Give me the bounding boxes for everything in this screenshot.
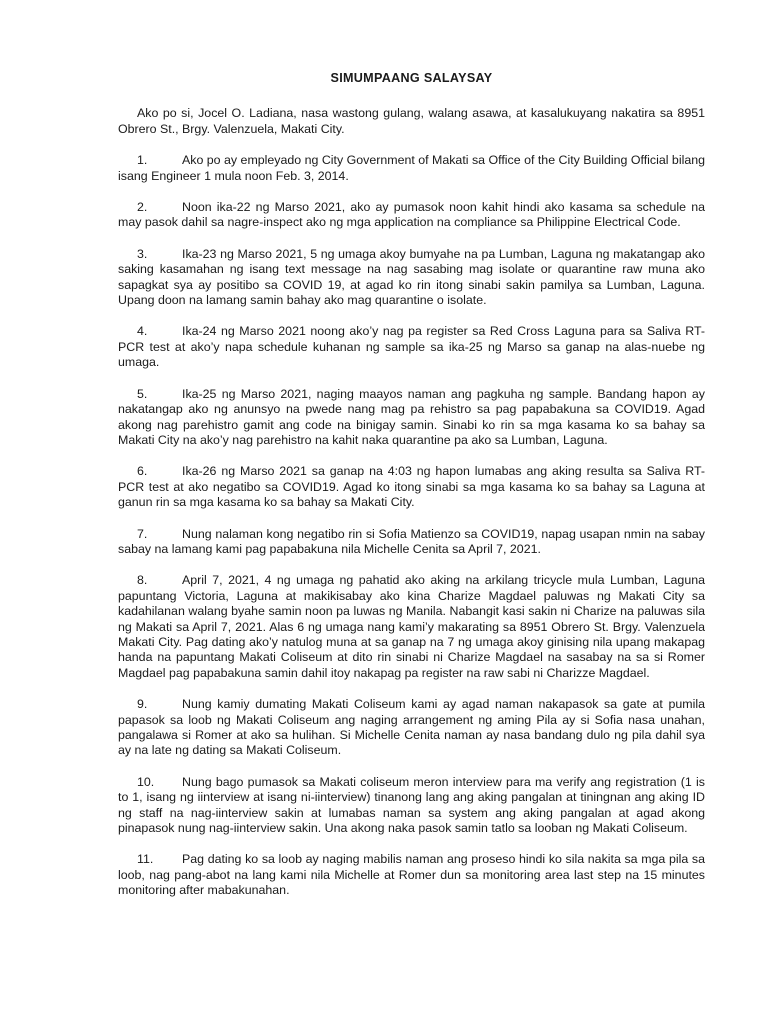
paragraph-number: 8. xyxy=(137,573,148,588)
paragraph-text: Nung kamiy dumating Makati Coliseum kami ay agad naman nakapasok sa gate at pumila papasok sa loob ng Makati Coliseum ang naging arrangement ng aming Pila ay si Sofia nasa unahan, pangalawa si Romer at ako sa hulihan. Si Michelle Cenita naman ay nasa bandang dulo ng pila dahil sya ay na late ng dating sa Makati Coliseum. xyxy=(118,697,705,758)
paragraph-number: 6. xyxy=(137,464,148,479)
paragraph-text: Ika-25 ng Marso 2021, naging maayos naman ang pagkuha ng sample. Bandang hapon ay nakatangap ako ng anunsyo na pwede nang mag pa rehistro sa pag papabakuna sa COVID19. Agad akong nag parehistro gamit ang code na binigay samin. Sinabi ko rin sa mga kasama ko sa bahay sa Makati City na ako’y nag parehistro na kahit naka quarantine pa ako sa Lumban, Laguna. xyxy=(118,386,705,447)
numbered-paragraph-4 xyxy=(118,324,705,370)
paragraph-number: 1. xyxy=(137,153,148,168)
paragraph-number: 10. xyxy=(137,774,155,789)
paragraph-text: Noon ika-22 ng Marso 2021, ako ay pumasok noon kahit hindi ako kasama sa schedule na may pasok dahil sa nagre-inspect ako ng mga application na compliance sa Philippine Electrical Code. xyxy=(118,200,705,230)
numbered-paragraph-9 xyxy=(118,697,705,759)
numbered-paragraph-8 xyxy=(118,573,705,681)
numbered-paragraph-1 xyxy=(118,153,705,184)
paragraph-number: 11. xyxy=(137,852,154,867)
paragraph-text: Ika-23 ng Marso 2021, 5 ng umaga akoy bumyahe na pa Lumban, Laguna ng makatangap ako saking kasamahan ng isang text message na nag sasabing mag isolate or quarantine raw muna ako sapagkat sya ay positibo sa COVID 19, at agad ko rin itong sinabi sakin pamilya sa Lumban, Laguna. Upang doon na lamang samin bahay ako mag quarantine o isolate. xyxy=(118,246,705,308)
numbered-paragraph-10 xyxy=(118,775,705,837)
paragraph-number: 4. xyxy=(137,324,148,339)
paragraph-number: 7. xyxy=(137,526,148,541)
numbered-paragraph-6 xyxy=(118,464,705,510)
paragraph-number: 9. xyxy=(137,697,148,712)
paragraph-text: Ika-24 ng Marso 2021 noong ako’y nag pa register sa Red Cross Laguna para sa Saliva RT-PCR test at ako’y napa schedule kuhanan ng sample sa ika-25 ng Marso sa ganap na alas-nuebe ng umaga. xyxy=(118,324,705,370)
paragraph-number: 2. xyxy=(137,200,148,215)
paragraph-text: Ako po ay empleyado ng City Government of Makati sa Office of the City Building Official bilang isang Engineer 1 mula noon Feb. 3, 2014. xyxy=(118,153,705,183)
numbered-paragraph-11 xyxy=(118,852,705,898)
paragraph-text: Nung bago pumasok sa Makati coliseum meron interview para ma verify ang registration (1 is to 1, isang ng iinterview at isang ni-iinterview) tinanong lang ang aking pangalan at tiningnan ang aking ID ng staff na nag-iinterview sakin at lumabas naman sa system ang aking pangalan at agad akong pinapasok nung nag-iinterview sakin. Una akong naka pasok samin tatlo sa looban ng Makati Coliseum. xyxy=(118,774,705,836)
paragraph-number: 5. xyxy=(137,386,148,401)
paragraph-number: 3. xyxy=(137,246,148,261)
numbered-paragraph-3 xyxy=(118,247,705,309)
document-body xyxy=(118,71,705,915)
intro-paragraph: Ako po si, Jocel O. Ladiana, nasa wastong gulang, walang asawa, at kasalukuyang nakatira sa 8951 Obrero St., Brgy. Valenzuela, Makati City. xyxy=(118,106,705,136)
numbered-paragraph-5 xyxy=(118,387,705,449)
document-title: SIMUMPAANG SALAYSAY xyxy=(330,71,493,85)
numbered-paragraph-2 xyxy=(118,200,705,231)
paragraph-text: Nung nalaman kong negatibo rin si Sofia Matienzo sa COVID19, napag usapan nmin na sabay sabay na lamang kami pag papabakuna nila Michelle Cenita sa April 7, 2021. xyxy=(118,526,705,556)
paragraph-text: Pag dating ko sa loob ay naging mabilis naman ang proseso hindi ko sila nakita sa mga pila sa loob, nag pang-abot na lang kami nila Michelle at Romer dun sa monitoring area last step na 15 minutes monitoring after mabakunahan. xyxy=(118,852,705,898)
paragraph-text: Ika-26 ng Marso 2021 sa ganap na 4:03 ng hapon lumabas ang aking resulta sa Saliva RT-PCR test at ako negatibo sa COVID19. Agad ko itong sinabi sa mga kasama ko sa bahay sa Laguna at ganun rin sa mga kasama ko sa bahay sa Makati City. xyxy=(118,464,705,510)
numbered-paragraph-7 xyxy=(118,527,705,558)
paragraph-text: April 7, 2021, 4 ng umaga ng pahatid ako aking na arkilang tricycle mula Lumban, Laguna papuntang Victoria, Laguna at makikisabay ako kina Charize Magdael paluwas ng Makati City sa kadahilanan walang byahe samin noon pa luwas ng Manila. Nabangit kasi sakin ni Charize na paluwas sila ng Makati sa April 7, 2021. Alas 6 ng umaga nang kami’y makarating sa 8951 Obrero St. Brgy. Valenzuela Makati City. Pag dating ako’y natulog muna at sa ganap na 7 ng umaga akoy ginising nila upang makapag handa na papuntang Makati Coliseum at dito rin sinabi ni Charize Magdael na sasabay na sa si Romer Magdael pag papabakuna samin dahil itoy nakapag pa register na raw sabi ni Charizze Magdael. xyxy=(118,573,705,680)
